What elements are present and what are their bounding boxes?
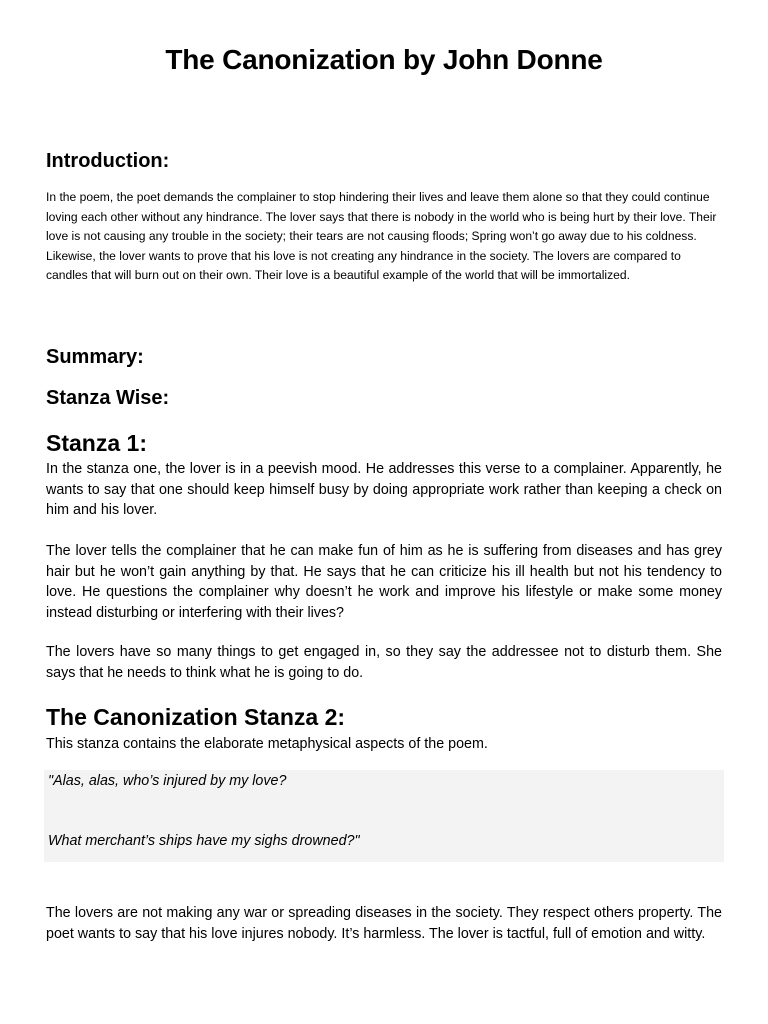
introduction-heading: Introduction: bbox=[46, 150, 170, 172]
poem-quote-block bbox=[44, 770, 724, 862]
stanza1-paragraph-2: The lover tells the complainer that he can make fun of him as he is suffering from diseases and has grey hair but he won’t gain anything by that. He says that he can criticize his ill health but not his tendency to love. He questions the complainer why doesn’t he work and improve his lifestyle or make some money instead disturbing or interfering with their lives? bbox=[46, 543, 722, 621]
quote-line-1: "Alas, alas, who’s injured by my love? bbox=[48, 773, 287, 789]
stanza2-heading: The Canonization Stanza 2: bbox=[46, 704, 346, 730]
stanza1-heading: Stanza 1: bbox=[46, 430, 147, 456]
document-title: The Canonization by John Donne bbox=[165, 44, 603, 75]
stanza2-paragraph: The lovers are not making any war or spreading diseases in the society. They respect others property. The poet wants to say that his love injures nobody. It’s harmless. The lover is tactful, full of emotion and witty. bbox=[46, 905, 722, 942]
stanza1-paragraph-3: The lovers have so many things to get engaged in, so they say the addressee not to disturb them. She says that he needs to think what he is going to do. bbox=[46, 644, 722, 681]
introduction-text: In the poem, the poet demands the complainer to stop hindering their lives and leave them alone so that they could continue loving each other without any hindrance. The lover says that there is nobody in the world who is being hurt by their love. Their love is not causing any trouble in the society; their tears are not causing floods; Spring won’t go away due to his coldness. Likewise, the lover wants to prove that his love is not creating any hindrance in the society. The lovers are compared to candles that will burn out on their own. Their love is a beautiful example of the world that will be immortalized. bbox=[46, 190, 717, 282]
quote-line-2: What merchant’s ships have my sighs drowned?" bbox=[48, 833, 360, 849]
stanza-wise-heading: Stanza Wise: bbox=[46, 387, 170, 409]
stanza1-paragraph-1: In the stanza one, the lover is in a peevish mood. He addresses this verse to a complainer. Apparently, he wants to say that one should keep himself busy by doing appropriate work rather than keeping a check on him and his lover. bbox=[46, 461, 722, 518]
summary-heading: Summary: bbox=[46, 346, 144, 368]
stanza2-intro: This stanza contains the elaborate metaphysical aspects of the poem. bbox=[46, 736, 488, 752]
